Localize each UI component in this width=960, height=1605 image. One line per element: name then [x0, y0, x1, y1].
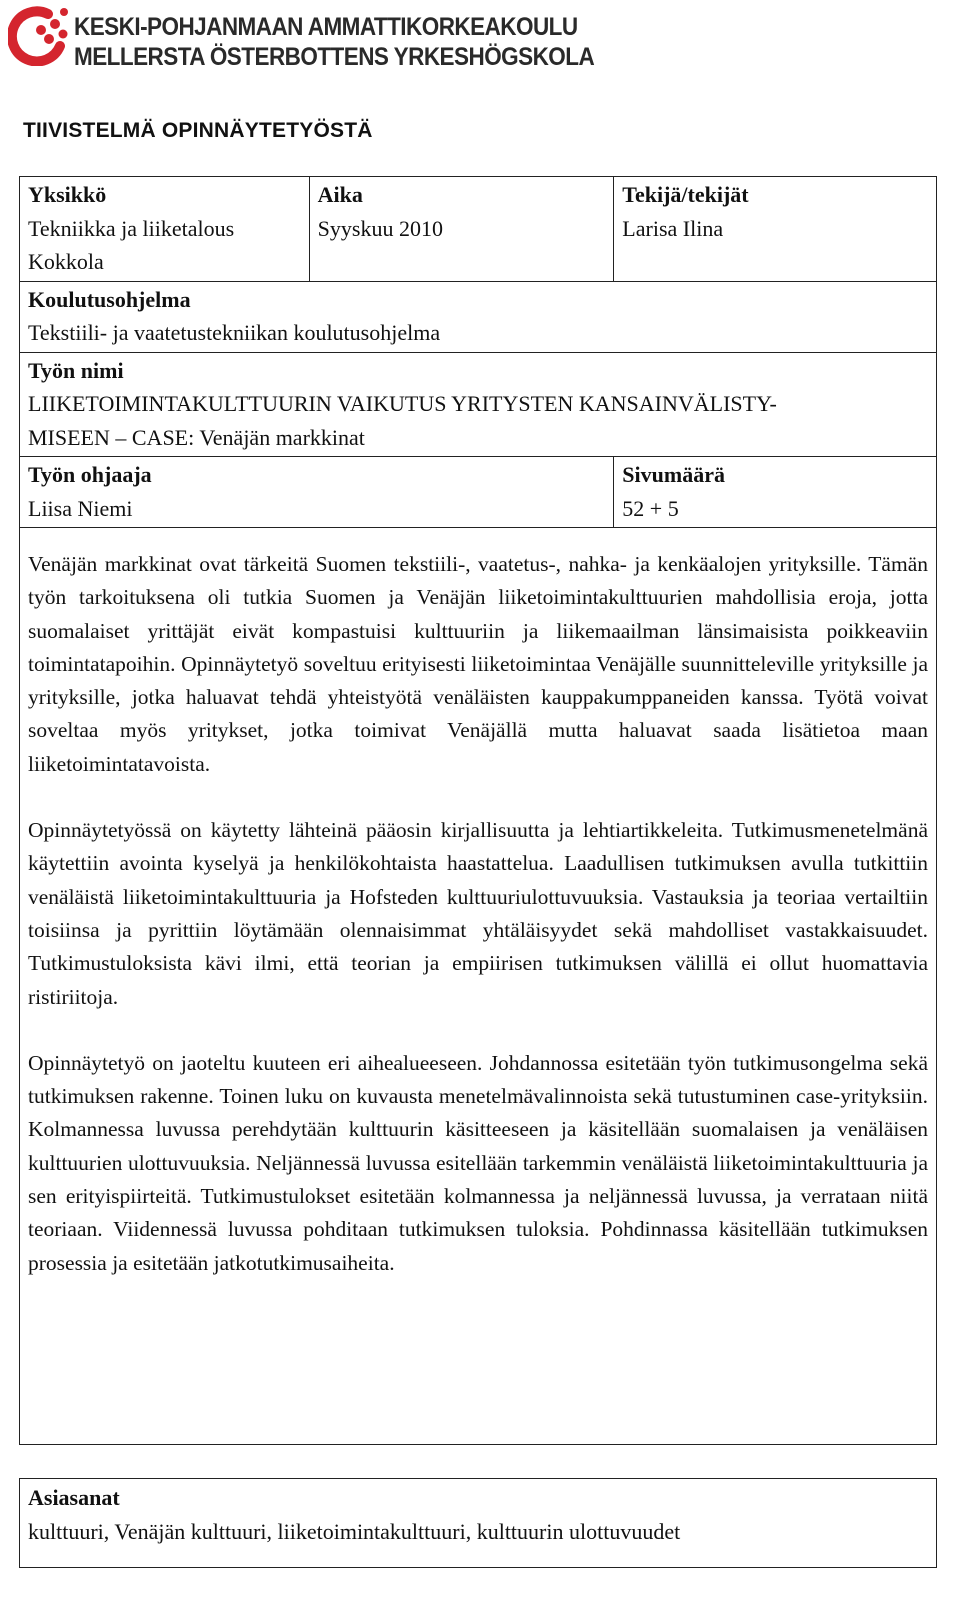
keywords-box: [19, 1478, 937, 1568]
supervisor-value: Liisa Niemi: [28, 495, 133, 521]
info-row-meta: [20, 177, 937, 282]
school-logo-icon: [8, 6, 72, 66]
program-cell: [20, 281, 937, 352]
unit-cell: [20, 177, 310, 282]
institution-name-sv: MELLERSTA ÖSTERBOTTENS YRKESHÖGSKOLA: [74, 43, 595, 71]
keywords-label: Asiasanat: [28, 1485, 120, 1510]
time-value: Syyskuu 2010: [317, 215, 443, 241]
info-row-work-name: [20, 352, 937, 457]
author-label: Tekijä/tekijät: [622, 182, 749, 207]
keywords-value: kulttuuri, Venäjän kulttuuri, liiketoimintakulttuuri, kulttuurin ulottuvuudet: [28, 1518, 681, 1544]
author-cell: [614, 177, 937, 282]
time-cell: [309, 177, 614, 282]
work-name-line1: LIIKETOIMINTAKULTTUURIN VAIKUTUS YRITYSTEN KANSAINVÄLISTY-: [28, 391, 777, 416]
supervisor-label: Työn ohjaaja: [28, 462, 152, 487]
institution-name-fi: KESKI-POHJANMAAN AMMATTIKORKEAKOULU: [74, 13, 578, 41]
abstract-paragraph-1: Venäjän markkinat ovat tärkeitä Suomen tekstiili-, vaatetus-, nahka- ja kenkäalojen yrityksille. Tämän työn tarkoituksena oli tutkia Suomen ja Venäjän liiketoimintakulttuurien mahdollisia eroja, jotta suomalaiset yrittäjät eivät kompastuisi kulttuuriin ja liikemaailman länsimaisista poikkeaviin toimintatapoihin. Opinnäytetyö soveltuu erityisesti liiketoimintaa Venäjälle suunnitteleville yrityksille ja yrityksille, jotka haluavat tehdä yhteistyötä venäläisten kauppakumppaneiden kanssa. Työtä voivat soveltaa myös yritykset, jotka toimivat Venäjällä mutta haluavat saada lisätietoa maan liiketoimintatavoista.: [28, 552, 928, 776]
program-value: Tekstiili- ja vaatetustekniikan koulutusohjelma: [28, 320, 441, 345]
unit-label: Yksikkö: [28, 182, 107, 207]
document-title: TIIVISTELMÄ OPINNÄYTETYÖSTÄ: [23, 119, 373, 142]
program-label: Koulutusohjelma: [28, 286, 191, 312]
author-value: Larisa Ilina: [622, 215, 724, 241]
abstract-box: [19, 514, 937, 1445]
institution-name: [74, 12, 594, 72]
work-name-label: Työn nimi: [28, 357, 124, 383]
unit-location: Kokkola: [28, 249, 104, 274]
info-table: [19, 176, 937, 528]
pages-label: Sivumäärä: [622, 462, 725, 487]
work-name-line2: MISEEN – CASE: Venäjän markkinat: [28, 424, 365, 450]
abstract-paragraph-2: Opinnäytetyössä on käytetty lähteinä pääosin kirjallisuutta ja lehtiartikkeleita. Tutkimusmenetelmänä käytettiin avointa kyselyä ja henkilökohtaista haastattelua. Laadullisen tutkimuksen avulla tutkittiin venäläistä liiketoimintakulttuuria ja Hofsteden kulttuuriulottuvuuksia. Vastauksia ja teoriaa vertailtiin toisiinsa ja pyrittiin löytämään olennaisimmat yhtäläisyydet sekä mahdolliset vastakkaisuudet. Tutkimustuloksista kävi ilmi, että teorian ja empiirisen tutkimuksen välillä ei ollut huomattavia ristiriitoja.: [28, 818, 928, 1009]
work-name-cell: [20, 352, 937, 457]
time-label: Aika: [317, 182, 363, 207]
info-row-program: [20, 281, 937, 352]
unit-value: Tekniikka ja liiketalous: [28, 215, 235, 241]
abstract-paragraph-3: Opinnäytetyö on jaoteltu kuuteen eri aihealueeseen. Johdannossa esitetään työn tutkimusongelma sekä tutkimuksen rakenne. Toinen luku on kuvausta menetelmävalinnoista sekä tutustuminen case-yrityksiin. Kolmannessa luvussa perehdytään kulttuurin käsitteeseen ja käsitellään suomalaisen ja venäläisen kulttuurien ulottuvuuksia. Neljännessä luvussa esitellään tarkemmin venäläistä liiketoimintakulttuuria ja sen erityispiirteitä. Tutkimustulokset esitetään kolmannessa ja neljännessä luvussa, ja verrataan niitä teoriaan. Viidennessä luvussa pohditaan tutkimuksen tuloksia. Pohdinnassa käsitellään tutkimuksen prosessia ja esitetään jatkotutkimusaiheita.: [28, 1050, 928, 1275]
pages-value: 52 + 5: [622, 495, 679, 521]
page-header: [8, 6, 608, 70]
